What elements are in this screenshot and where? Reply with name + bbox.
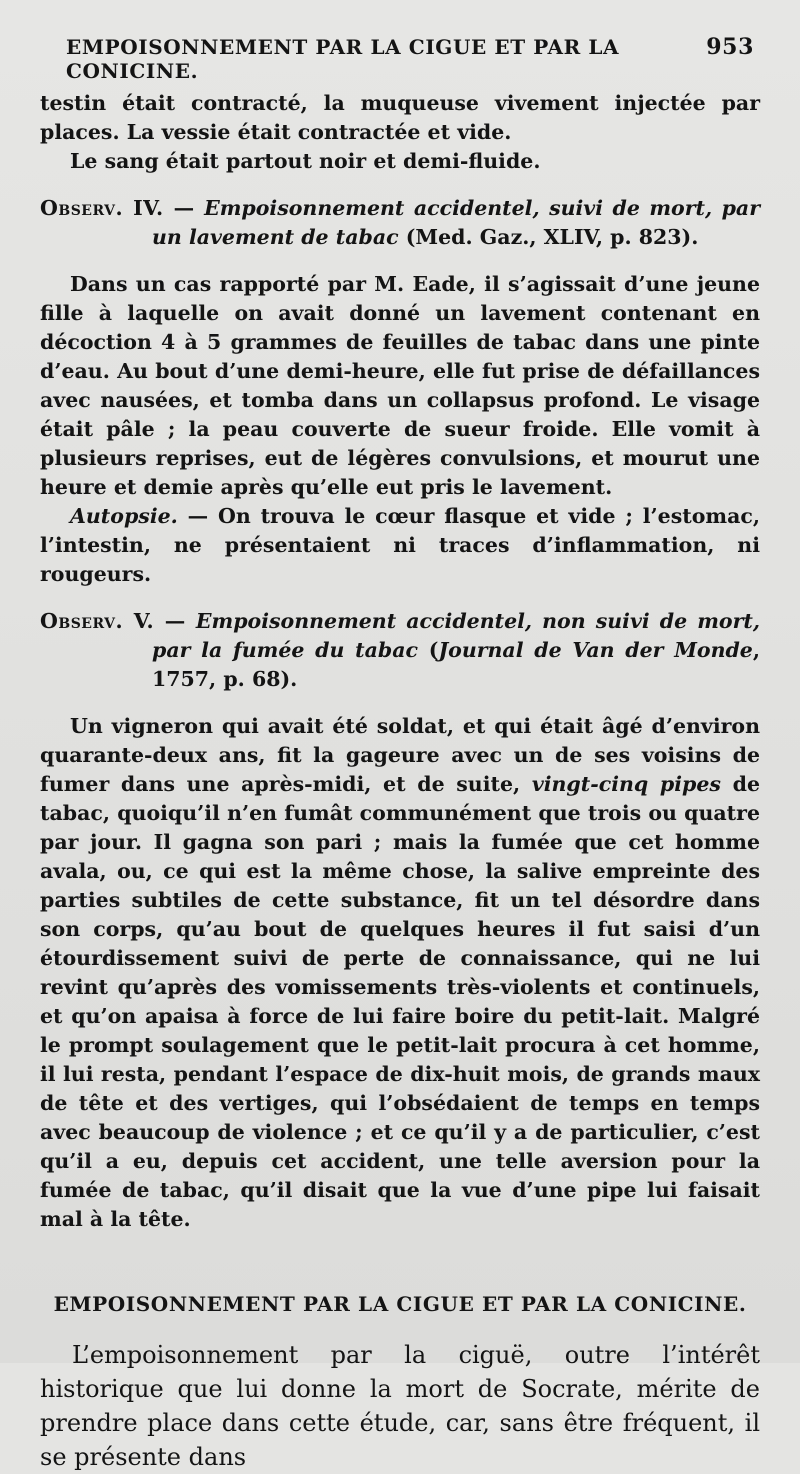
observation-4-body: Dans un cas rapporté par M. Eade, il s’agissait d’une jeune fille à laquelle on avait donné un lavement contenant en décoction 4 à 5 grammes de feuilles de tabac dans une pinte d’eau. Au bout d’une demi-heure, elle fut prise de défaillances avec nausées, et tomba dans un collapsus profond. Le visage était pâle ; la peau couverte de sueur froide. Elle vomit à plusieurs reprises, eut de légères convulsions, et mourut une heure et demie après qu’elle eut pris le lavement. [40,272,760,499]
observation-5-body-italic: vingt-cinq pipes [531,772,721,796]
observation-5-source-rest: , 1757, p. 68). [152,638,760,691]
observation-5-heading [40,607,760,694]
observation-4-title: Empoisonnement accidentel, suivi de mort, par un lavement de tabac [152,196,760,249]
observation-4-source: (Med. Gaz., XLIV, p. 823). [405,225,699,249]
autopsy-text: — On trouva le cœur flasque et vide ; l’estomac, l’intestin, ne présentaient ni traces d’inflammation, ni rougeurs. [40,504,760,586]
running-title: EMPOISONNEMENT PAR LA CIGUE ET PAR LA CONICINE. [66,35,620,83]
autopsy-label: Autopsie. [70,504,178,528]
continuation-paragraph-2: Le sang était partout noir et demi-fluide. [70,149,541,173]
page-number: 953 [706,34,754,60]
observation-5-label: Observ. V. — [40,609,186,633]
running-header [40,34,760,83]
observation-5-body-part2: de tabac, quoiqu’il n’en fumât communément que trois ou quatre par jour. Il gagna son pari ; mais la fumée que cet homme avala, ou, ce qui est la même chose, la salive empreinte des parties subtiles de cette substance, fit un tel désordre dans son corps, qu’au bout de quelques heures il fut saisi d’un étourdissement suivi de perte de connaissance, qui ne lui revint qu’après des vomissements très-violents et continuels, et qu’on apaisa à force de lui faire boire du petit-lait. Malgré le prompt soulagement que le petit-lait procura à cet homme, il lui resta, pendant l’espace de dix-huit mois, de grands maux de tête et des vertiges, qui l’obsédaient de temps en temps avec beaucoup de violence ; et ce qu’il y a de particulier, c’est qu’il a eu, depuis cet accident, une telle aversion pour la fumée de tabac, qu’il disait que la vue d’une pipe lui faisait mal à la tête. [40,772,761,1231]
observation-5-source-journal: Journal de Van der Monde [438,638,753,662]
observation-5-source-open: ( [428,638,439,662]
observation-4-heading [40,194,760,252]
observation-5-body-part1: Un vigneron qui avait été soldat, et qui était âgé d’environ quarante-deux ans, fit la gageure avec un de ses voisins de fumer dans une après-midi, et de suite, [40,714,760,796]
observation-5-title: Empoisonnement accidentel, non suivi de mort, par la fumée du tabac [152,609,761,662]
section-intro: L’empoisonnement par la ciguë, outre l’intérêt historique que lui donne la mort de Socrate, mérite de prendre place dans cette étude, car, sans être fréquent, il se présente dans [40,1341,760,1471]
observation-4-label: Observ. IV. — [40,196,195,220]
continuation-paragraph: testin était contracté, la muqueuse vivement injectée par places. La vessie était contractée et vide. [40,91,760,144]
observation-5-body [40,712,760,1234]
observation-4-autopsy [40,502,760,589]
section-heading: EMPOISONNEMENT PAR LA CIGUE ET PAR LA CONICINE. [53,1292,747,1316]
